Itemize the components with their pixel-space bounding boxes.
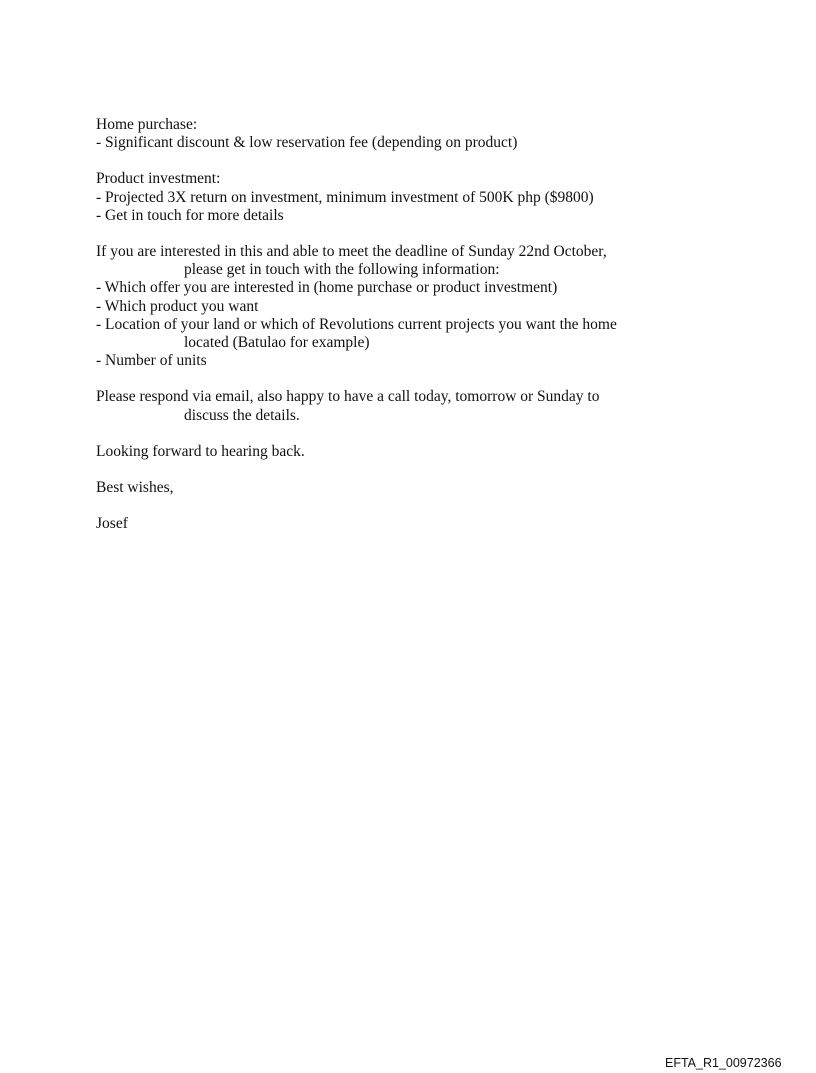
signature-name: Josef: [96, 515, 128, 533]
paragraph-gap: [96, 497, 736, 515]
letter-body: [96, 116, 736, 533]
closing-line: Looking forward to hearing back.: [96, 442, 305, 460]
product-investment-heading: Product investment:: [96, 170, 221, 188]
signoff: Best wishes,: [96, 479, 174, 497]
paragraph-gap: [96, 370, 736, 388]
respond-paragraph: Please respond via email, also happy to have a call today, tomorrow or Sunday to: [96, 388, 600, 406]
request-item: - Which offer you are interested in (home purchase or product investment): [96, 279, 558, 297]
request-intro: If you are interested in this and able to meet the deadline of Sunday 22nd October,: [96, 243, 607, 261]
request-item: - Number of units: [96, 352, 207, 370]
request-item: - Location of your land or which of Revolutions current projects you want the home: [96, 315, 617, 333]
home-purchase-heading: Home purchase:: [96, 116, 198, 133]
product-investment-item: - Projected 3X return on investment, minimum investment of 500K php ($9800): [96, 188, 594, 206]
request-item-continued: located (Batulao for example): [184, 334, 370, 352]
product-investment-item: - Get in touch for more details: [96, 206, 284, 224]
respond-paragraph-continued: discuss the details.: [184, 406, 300, 424]
paragraph-gap: [96, 461, 736, 479]
paragraph-gap: [96, 152, 736, 170]
paragraph-gap: [96, 225, 736, 243]
request-item: - Which product you want: [96, 297, 259, 315]
paragraph-gap: [96, 425, 736, 443]
document-id: EFTA_R1_00972366: [665, 1056, 782, 1070]
home-purchase-item: - Significant discount & low reservation fee (depending on product): [96, 134, 518, 152]
request-intro-continued: please get in touch with the following information:: [184, 261, 500, 279]
